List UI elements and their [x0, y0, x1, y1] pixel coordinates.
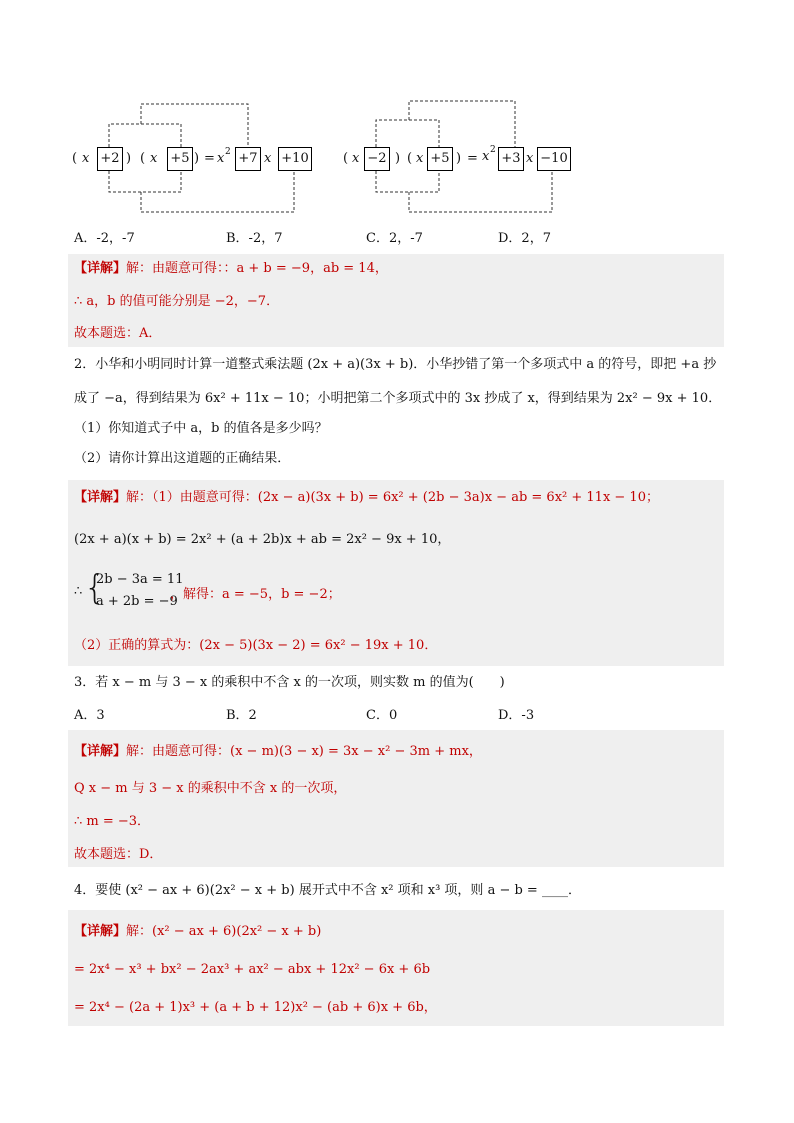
box-plus-7: +7 [235, 147, 261, 171]
q1-option-c: C．2，-7 [366, 231, 423, 246]
var-x: x [264, 151, 272, 166]
q3-solution-line2: Q x − m 与 3 − x 的乘积中不含 x 的一次项， [74, 781, 347, 796]
box-plus-3: +3 [498, 147, 524, 171]
box-minus-10: −10 [537, 147, 571, 171]
close-paren: ) [194, 151, 200, 166]
q1-solution-line1: 【详解】解：由题意可得：：a + b = −9，ab = 14， [74, 261, 388, 276]
open-paren: ( [407, 151, 413, 166]
q2-solution-line1: 【详解】解：（1）由题意可得：(2x − a)(3x + b) = 6x² + (2b − 3a)x − ab = 6x² + 11x − 10； [74, 490, 659, 505]
q4-solution-line3: = 2x⁴ − (2a + 1)x³ + (a + b + 12)x² − (ab + 6)x + 6b， [74, 1000, 437, 1015]
open-paren: ( [343, 151, 349, 166]
q3-solution-line1: 【详解】解：由题意可得：(x − m)(3 − x) = 3x − x² − 3m + mx， [74, 744, 482, 759]
q4-stem: 4．要使 (x² − ax + 6)(2x² − x + b) 展开式中不含 x² 项和 x³ 项，则 a − b = ____． [74, 883, 581, 898]
close-paren: ) [456, 151, 462, 166]
box-plus-5: +5 [167, 147, 193, 171]
q3-option-d: D．-3 [498, 708, 535, 723]
detail-tag: 【详解】 [74, 261, 127, 276]
var-x: x [352, 151, 360, 166]
q4-solution-line2: = 2x⁴ − x³ + bx² − 2ax³ + ax² − abx + 12x² − 6x + 6b [74, 962, 431, 977]
q2-stem-line1: 2．小华和小明同时计算一道整式乘法题 (2x + a)(3x + b)．小华抄错了第一个多项式中 a 的符号，即把 +a 抄 [74, 357, 717, 372]
q3-option-c: C．0 [366, 708, 398, 723]
superscript-2: 2 [225, 147, 231, 157]
equals-sign: = [467, 151, 478, 166]
q2-stem-line2: 成了 −a，得到结果为 6x² + 11x − 10；小明把第二个多项式中的 3x 抄成了 x，得到结果为 2x² − 9x + 10． [74, 391, 722, 406]
q3-solution-line3: ∴ m = −3． [74, 814, 151, 829]
detail-tag: 【详解】 [74, 744, 127, 759]
var-x: x [526, 151, 534, 166]
q1-solution-line2: ∴ a，b 的值可能分别是 −2，−7． [74, 294, 280, 309]
q1-option-a: A．-2，-7 [74, 231, 135, 246]
var-x: x [82, 151, 90, 166]
var-x-squared: x [482, 149, 490, 164]
q2-solution-line2: (2x + a)(x + b) = 2x² + (a + 2b)x + ab = 2x² − 9x + 10， [74, 532, 451, 547]
q2-subquestion-2: （2）请你计算出这道题的正确结果． [74, 451, 291, 466]
q2-solve-result: ，解得：a = −5，b = −2； [170, 587, 341, 602]
detail-tag: 【详解】 [74, 924, 127, 939]
box-plus-10: +10 [278, 147, 312, 171]
close-paren: ) [395, 151, 401, 166]
detail-tag: 【详解】 [74, 490, 127, 505]
q3-option-b: B．2 [226, 708, 257, 723]
superscript-2: 2 [490, 145, 496, 155]
q3-option-a: A．3 [74, 708, 105, 723]
system-equation-2: a + 2b = −9 [96, 594, 178, 609]
box-plus-5: +5 [427, 147, 453, 171]
equals-sign: = [204, 151, 215, 166]
q4-solution-line1: 【详解】解：(x² − ax + 6)(2x² − x + b) [74, 924, 322, 939]
q3-stem: 3．若 x − m 与 3 − x 的乘积中不含 x 的一次项，则实数 m 的值为( ) [74, 675, 505, 690]
var-x: x [416, 151, 424, 166]
q2-solution-line4: （2）正确的算式为：(2x − 5)(3x − 2) = 6x² − 19x + 10． [74, 638, 438, 653]
left-brace: { [84, 568, 106, 608]
q1-option-b: B．-2，7 [226, 231, 283, 246]
open-paren: ( [140, 151, 146, 166]
open-paren: ( [72, 151, 78, 166]
q1-solution-line3: 故本题选：A． [74, 326, 162, 341]
q2-subquestion-1: （1）你知道式子中 a，b 的值各是多少吗？ [74, 421, 328, 436]
var-x-squared: x [217, 151, 225, 166]
var-x: x [150, 151, 158, 166]
box-minus-2: −2 [364, 147, 390, 171]
q1-option-d: D．2，7 [498, 231, 551, 246]
box-plus-2: +2 [97, 147, 123, 171]
therefore-symbol: ∴ [74, 584, 83, 599]
close-paren: ) [126, 151, 132, 166]
q3-solution-line4: 故本题选：D． [74, 847, 163, 862]
system-equation-1: 2b − 3a = 11 [96, 572, 184, 587]
